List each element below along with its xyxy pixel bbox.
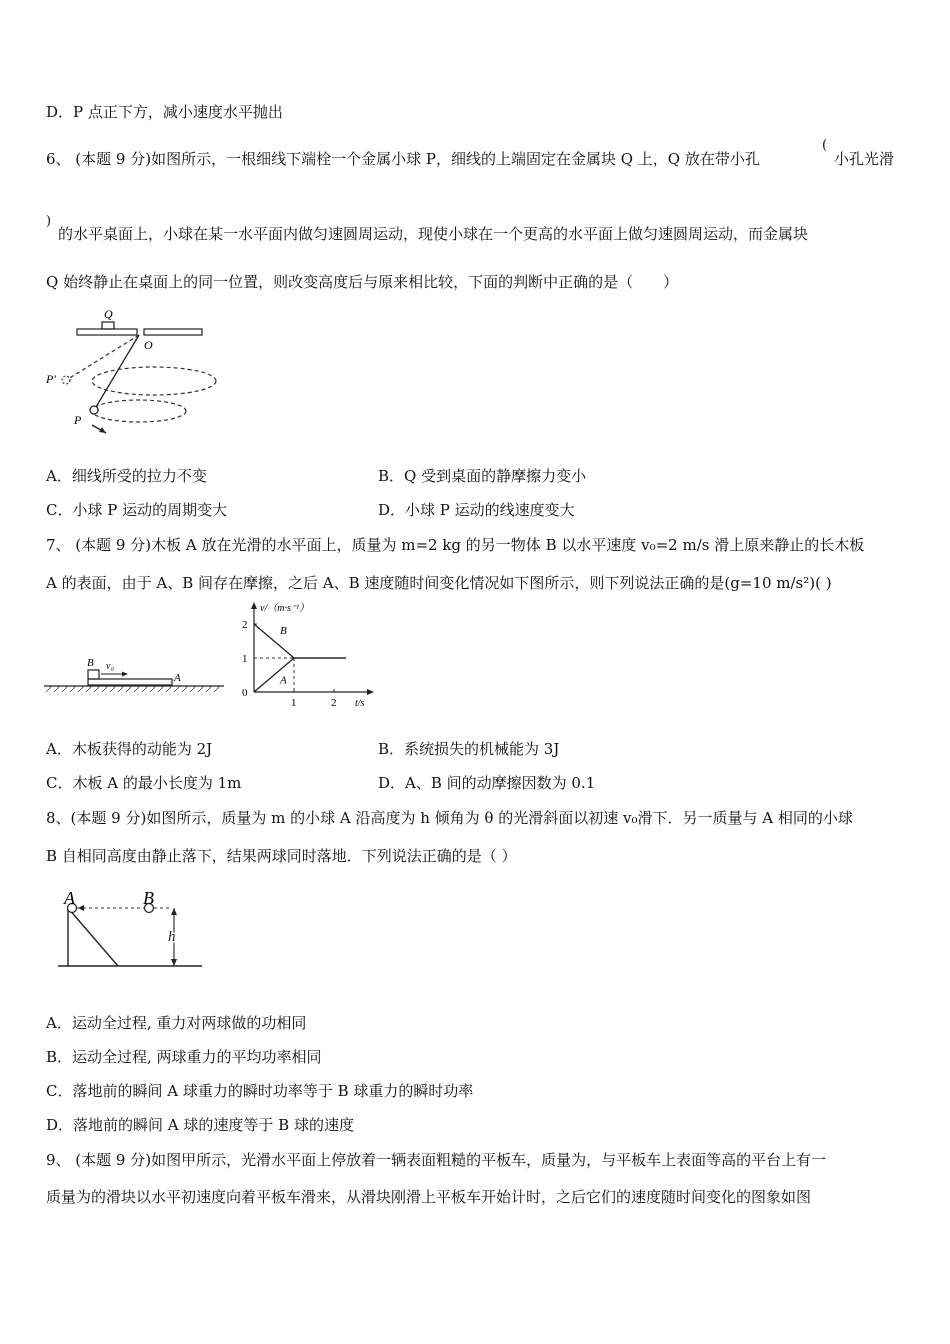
- x-tick-label-1: 1: [291, 697, 297, 709]
- q9-stem-line2: 质量为的滑块以水平初速度向着平板车滑来，从滑块刚滑上平板车开始计时，之后它们的速度随时间变化的图象如图: [46, 1188, 812, 1206]
- x-axis-arrow: [367, 689, 374, 695]
- block-q: [102, 322, 114, 329]
- q6-stem-line1: 6、 (本题 9 分)如图所示，一根细线下端栓一个金属小球 P，细线的上端固定在金属块 Q 上，Q 放在带小孔: [46, 150, 760, 168]
- lower-orbit: [92, 400, 186, 422]
- label-q: Q: [104, 307, 113, 321]
- q9-stem-line1: 9、 (本题 9 分)如图甲所示，光滑水平面上停放着一辆表面粗糙的平板车，质量为，与平板车上表面等高的平台上有一: [46, 1151, 827, 1169]
- board-a: [88, 679, 172, 685]
- series-line-B: [254, 624, 346, 658]
- q5-option-d: D．P 点正下方，减小速度水平抛出: [46, 103, 283, 121]
- q6-stem-line2: 的水平桌面上，小球在某一水平面内做匀速圆周运动，现使小球在一个更高的水平面上做匀速圆周运动，而金属块: [58, 225, 809, 243]
- q6-option-b: B．Q 受到桌面的静摩擦力变小: [378, 467, 587, 485]
- y-tick-label-1: 1: [242, 653, 248, 665]
- q7-option-a: A．木板获得的动能为 2J: [46, 740, 213, 758]
- q6-stem-line1-tail: 小孔光滑: [834, 150, 895, 168]
- x-axis-label: t/s: [355, 698, 365, 709]
- series-line-A: [254, 658, 346, 692]
- ball-p: [90, 406, 98, 414]
- q8-option-a: A．运动全过程, 重力对两球做的功相同: [46, 1014, 307, 1032]
- q8-option-d: D．落地前的瞬间 A 球的速度等于 B 球的速度: [46, 1116, 354, 1134]
- incline-slope: [68, 908, 118, 966]
- q6-paren-close: ): [46, 214, 52, 229]
- q7-stem-line1: 7、 (本题 9 分)木板 A 放在光滑的水平面上，质量为 m=2 kg 的另一物体 B 以水平速度 v₀=2 m/s 滑上原来静止的长木板: [46, 536, 865, 554]
- q6-option-c: C．小球 P 运动的周期变大: [46, 501, 228, 519]
- series-label-B: B: [280, 625, 287, 638]
- q6-option-a: A．细线所受的拉力不变: [46, 467, 207, 485]
- q8-stem-line1: 8、(本题 9 分)如图所示，质量为 m 的小球 A 沿高度为 h 倾角为 θ 的光滑斜面以初速 v₀滑下．另一质量与 A 相同的小球: [46, 809, 853, 827]
- height-arrow-bottom: [171, 959, 177, 966]
- q8-option-c: C．落地前的瞬间 A 球重力的瞬时功率等于 B 球重力的瞬时功率: [46, 1082, 474, 1100]
- y-axis-arrow: [251, 602, 257, 609]
- x-tick-label-2: 2: [331, 697, 337, 709]
- y-tick-label-2: 2: [242, 619, 248, 631]
- height-arrow-top: [171, 908, 177, 915]
- v0-arrow-head: [78, 905, 84, 911]
- ball-p-prime: [62, 376, 70, 384]
- label-p-prime: P′: [46, 372, 56, 386]
- string-p-prime: [68, 335, 139, 379]
- q8-option-b: B．运动全过程, 两球重力的平均功率相同: [46, 1048, 322, 1066]
- q8-stem-line2: B 自相同高度由静止落下，结果两球同时落地．下列说法正确的是（ ）: [46, 847, 517, 865]
- label-b: B: [87, 657, 94, 669]
- q7-option-c: C．木板 A 的最小长度为 1m: [46, 774, 242, 792]
- label-b: B: [143, 888, 154, 908]
- label-h: h: [168, 929, 176, 945]
- q7-option-b: B．系统损失的机械能为 3J: [378, 740, 560, 758]
- table-right-plate: [144, 329, 202, 335]
- q7-stem-line2: A 的表面，由于 A、B 间存在摩擦，之后 A、B 速度随时间变化情况如下图所示，则下列说法正确的是(g=10 m/s²)( ): [46, 574, 832, 592]
- series-label-A: A: [280, 674, 287, 687]
- velocity-arrow-head: [122, 672, 128, 677]
- ground-hatch: [46, 686, 220, 692]
- label-v0: v₀: [106, 661, 114, 672]
- upper-orbit: [92, 367, 216, 395]
- table-left-plate: [77, 329, 137, 335]
- block-b: [88, 670, 99, 679]
- label-a: A: [64, 888, 75, 908]
- q7-board-figure: [44, 648, 234, 698]
- q8-figure: [50, 884, 210, 976]
- label-o: O: [144, 338, 153, 352]
- label-a: A: [174, 672, 181, 684]
- q7-option-d: D．A、B 间的动摩擦因数为 0.1: [378, 774, 596, 792]
- q7-vt-chart: [236, 600, 386, 712]
- q6-figure: [44, 304, 224, 444]
- q6-stem-line3: Q 始终静止在桌面上的同一位置，则改变高度后与原来相比较，下面的判断中正确的是（ ）: [46, 273, 679, 291]
- y-axis-label: v/（m·s⁻¹）: [260, 603, 310, 614]
- string-p: [96, 335, 139, 407]
- q6-option-d: D．小球 P 运动的线速度变大: [378, 501, 575, 519]
- q6-paren-open: (: [822, 138, 828, 153]
- label-p: P: [74, 413, 82, 427]
- origin-label: 0: [242, 687, 248, 699]
